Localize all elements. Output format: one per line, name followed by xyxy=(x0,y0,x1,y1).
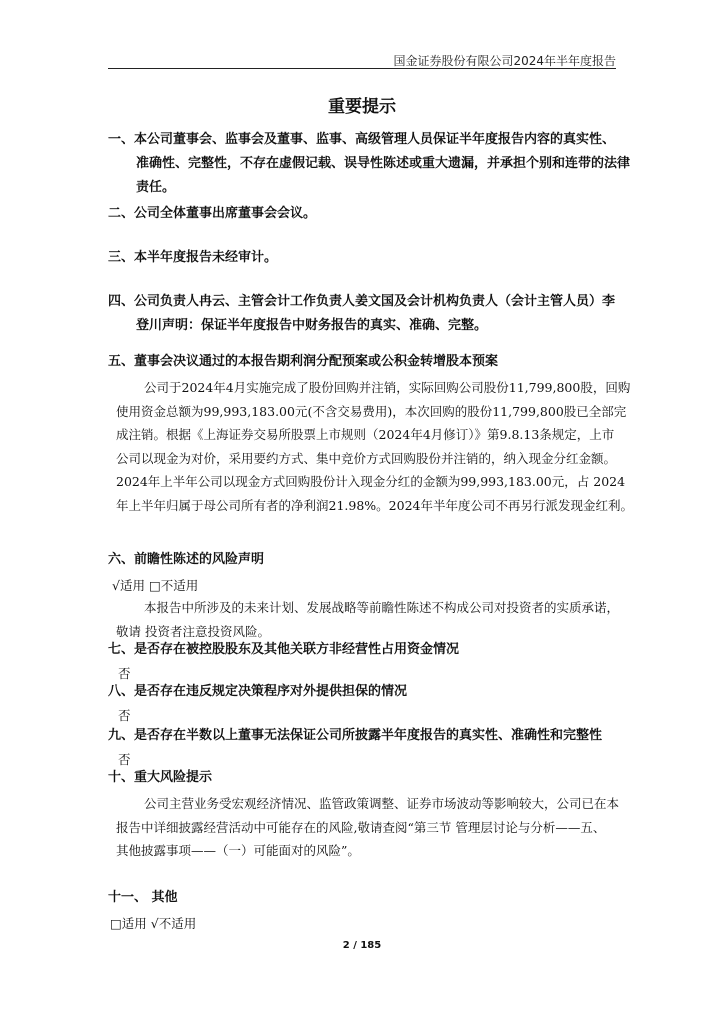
section-1-line-1: 一、本公司董事会、监事会及董事、监事、高级管理人员保证半年度报告内容的真实性、 xyxy=(108,132,616,147)
section-10-line-2: 报告中详细披露经营活动中可能存在的风险,敬请查阅“第三节 管理层讨论与分析——五、 xyxy=(116,819,606,835)
section-4 xyxy=(108,290,628,338)
section-1-line-3: 责任。 xyxy=(136,180,176,195)
section-8-answer: 否 xyxy=(118,708,131,723)
section-5-line-4: 公司以现金为对价，采用要约方式、集中竞价方式回购股份并注销的，纳入现金分红金额。 xyxy=(116,450,617,466)
section-1-line-2: 准确性、完整性，不存在虚假记载、误导性陈述或重大遗漏，并承担个别和连带的法律 xyxy=(136,156,631,171)
page-title: 重要提示 xyxy=(328,97,396,117)
section-5-line-2: 使用资金总额为99,993,183.00元(不含交易费用)，本次回购的股份11,799,800股已全部完 xyxy=(116,403,627,419)
section-5-heading-text: 五、董事会决议通过的本报告期利润分配预案或公积金转增股本预案 xyxy=(108,354,499,369)
section-5-heading xyxy=(108,350,628,374)
section-5-paragraph xyxy=(116,376,633,518)
section-4-line-1: 四、公司负责人冉云、主管会计工作负责人姜文国及会计机构负责人（会计主管人员）李 xyxy=(108,294,616,309)
section-3-line-1: 三、本半年度报告未经审计。 xyxy=(108,250,278,265)
section-2 xyxy=(108,202,628,226)
section-7-answer: 否 xyxy=(118,666,131,681)
section-7-heading-text: 七、是否存在被控股股东及其他关联方非经营性占用资金情况 xyxy=(108,642,460,657)
section-6-heading-text: 六、前瞻性陈述的风险声明 xyxy=(108,552,265,567)
section-9-heading-text: 九、是否存在半数以上董事无法保证公司所披露半年度报告的真实性、准确性和完整性 xyxy=(108,728,603,743)
page-number: 2 / 185 xyxy=(342,940,382,951)
section-9-answer: 否 xyxy=(118,752,131,767)
section-6-line-2: 敬请 投资者注意投资风险。 xyxy=(116,623,270,639)
section-5-line-6: 年上半年归属于母公司所有者的净利润21.98%。2024年半年度公司不再另行派发现金红利。 xyxy=(116,497,633,513)
section-10-line-3: 其他披露事项——（一）可能面对的风险”。 xyxy=(116,843,360,859)
section-11-heading-text: 十一、 其他 xyxy=(108,890,178,905)
section-8-heading xyxy=(108,680,628,704)
report-header: 国金证券股份有限公司2024年半年度报告 xyxy=(393,54,616,68)
section-10-heading-text: 十、重大风险提示 xyxy=(108,770,213,785)
section-4-line-2: 登川声明：保证半年度报告中财务报告的真实、准确、完整。 xyxy=(136,318,488,333)
section-5-line-1: 公司于2024年4月实施完成了股份回购并注销，实际回购公司股份11,799,800股，回购 xyxy=(144,380,631,395)
section-7-heading xyxy=(108,638,628,662)
section-10-heading xyxy=(108,766,628,790)
section-6-heading xyxy=(108,548,628,572)
header-divider xyxy=(108,68,616,69)
section-6-paragraph xyxy=(116,596,620,643)
section-6-line-1: 本报告中所涉及的未来计划、发展战略等前瞻性陈述不构成公司对投资者的实质承诺， xyxy=(144,600,620,615)
section-2-line-1: 二、公司全体董事出席董事会会议。 xyxy=(108,206,317,221)
section-11-heading xyxy=(108,886,628,910)
section-9-heading xyxy=(108,724,628,748)
section-5-line-3: 成注销。根据《上海证券交易所股票上市规则（2024年4月修订）》第9.8.13条规定，上市 xyxy=(116,427,615,443)
section-10-paragraph xyxy=(116,792,620,863)
section-6-applicable-options: √适用 □不适用 xyxy=(112,578,199,593)
section-1 xyxy=(108,128,631,200)
section-5-line-5: 2024年上半年公司以现金方式回购股份计入现金分红的金额为99,993,183.00元，占 2024 xyxy=(116,474,626,490)
section-8-heading-text: 八、是否存在违反规定决策程序对外提供担保的情况 xyxy=(108,684,408,699)
section-10-line-1: 公司主营业务受宏观经济情况、监管政策调整、证券市场波动等影响较大，公司已在本 xyxy=(144,796,620,811)
section-3 xyxy=(108,246,628,270)
section-11-applicable-options: □适用 √不适用 xyxy=(110,916,197,931)
